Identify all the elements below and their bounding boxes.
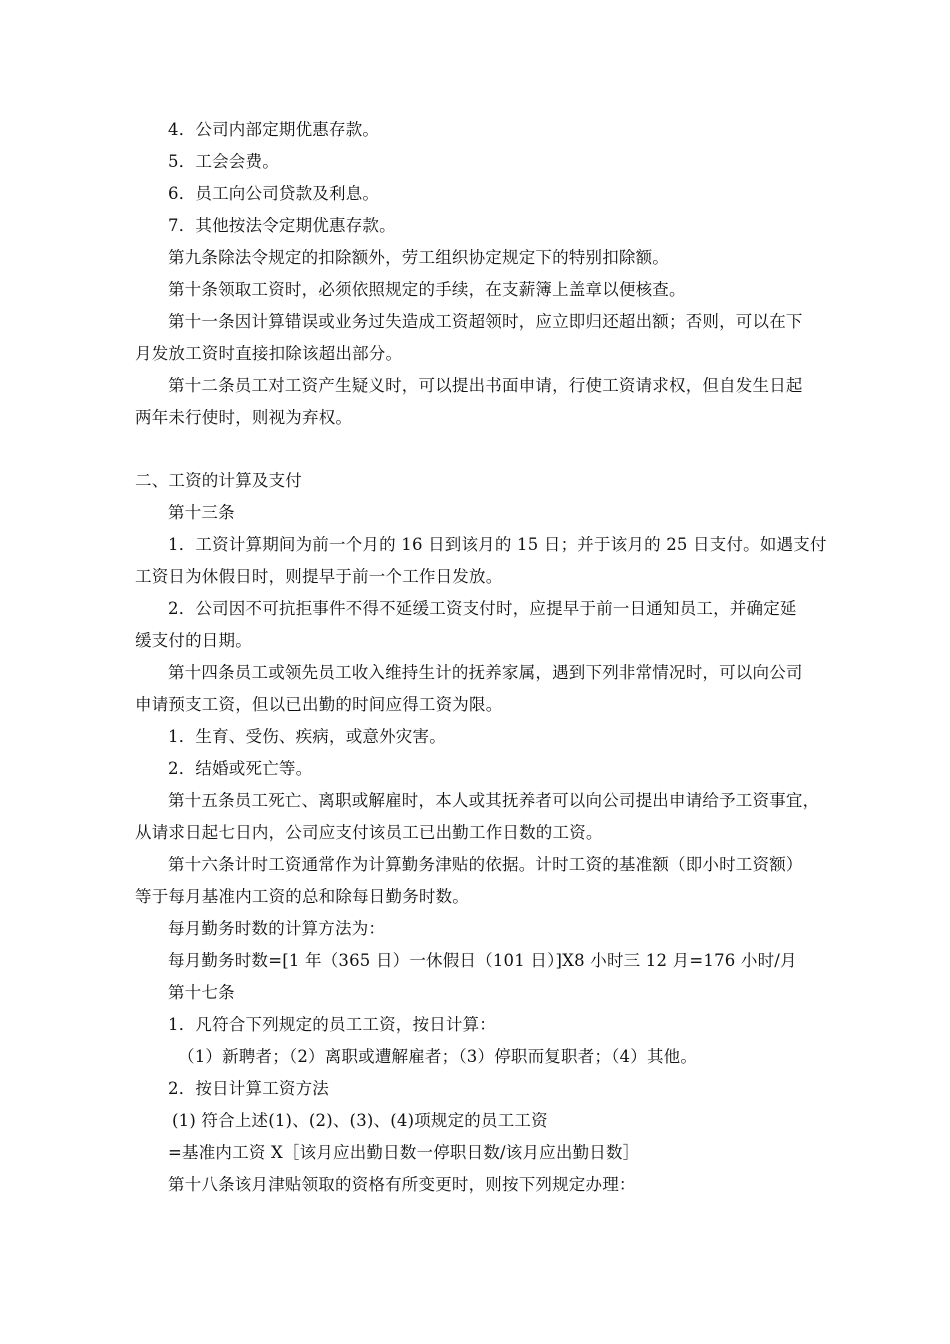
text-line: 缓支付的日期。 xyxy=(135,631,252,650)
text-line: 月发放工资时直接扣除该超出部分。 xyxy=(135,344,403,363)
text-line: 从请求日起七日内，公司应支付该员工已出勤工作日数的工资。 xyxy=(135,823,603,842)
text-line: 7．其他按法令定期优惠存款。 xyxy=(168,216,396,235)
text-line: 4．公司内部定期优惠存款。 xyxy=(168,120,380,139)
text-line: 第十二条员工对工资产生疑义时，可以提出书面申请，行使工资请求权，但自发生日起 xyxy=(168,376,803,395)
text-line: 申请预支工资，但以已出勤的时间应得工资为限。 xyxy=(135,695,503,714)
text-line: 第十八条该月津贴领取的资格有所变更时，则按下列规定办理： xyxy=(168,1175,636,1194)
text-line: 第十五条员工死亡、离职或解雇时，本人或其抚养者可以向公司提出申请给予工资事宜， xyxy=(168,791,820,810)
formula-line: =基准内工资 X［该月应出勤日数一停职日数/该月应出勤日数］ xyxy=(168,1143,640,1162)
text-line: 每月勤务时数的计算方法为： xyxy=(168,919,386,938)
text-line: 1．工资计算期间为前一个月的 16 日到该月的 15 日；并于该月的 25 日支付。如遇支付 xyxy=(168,535,827,554)
text-line: (1) 符合上述(1)、(2)、(3)、(4)项规定的员工工资 xyxy=(172,1111,548,1130)
text-line: 2．公司因不可抗拒事件不得不延缓工资支付时，应提早于前一日通知员工，并确定延 xyxy=(168,599,797,618)
text-line: 两年未行使时，则视为弃权。 xyxy=(135,408,353,427)
text-line: 第十一条因计算错误或业务过失造成工资超领时，应立即归还超出额；否则，可以在下 xyxy=(168,312,803,331)
article-heading: 第十七条 xyxy=(168,983,235,1002)
formula-line: 每月勤务时数=[1 年（365 日）一休假日（101 日）]X8 小时三 12 月=176 小时/月 xyxy=(168,951,797,970)
text-line: 第十六条计时工资通常作为计算勤务津贴的依据。计时工资的基准额（即小时工资额） xyxy=(168,855,803,874)
text-line: 6．员工向公司贷款及利息。 xyxy=(168,184,380,203)
text-line: 第十条领取工资时，必须依照规定的手续，在支薪簿上盖章以便核查。 xyxy=(168,280,686,299)
section-heading: 二、工资的计算及支付 xyxy=(135,471,302,490)
text-line: 2．结婚或死亡等。 xyxy=(168,759,313,778)
text-line: 1．生育、受伤、疾病，或意外灾害。 xyxy=(168,727,446,746)
text-line: 2．按日计算工资方法 xyxy=(168,1079,329,1098)
text-line: （1）新聘者；（2）离职或遭解雇者；（3）停职而复职者；（4）其他。 xyxy=(178,1047,698,1066)
article-heading: 第十三条 xyxy=(168,503,235,522)
text-line: 工资日为休假日时，则提早于前一个工作日发放。 xyxy=(135,567,503,586)
text-line: 1．凡符合下列规定的员工工资，按日计算： xyxy=(168,1015,496,1034)
text-line: 第十四条员工或领先员工收入维持生计的抚养家属，遇到下列非常情况时，可以向公司 xyxy=(168,663,803,682)
text-line: 等于每月基准内工资的总和除每日勤务时数。 xyxy=(135,887,469,906)
text-line: 5．工会会费。 xyxy=(168,152,279,171)
text-line: 第九条除法令规定的扣除额外，劳工组织协定规定下的特别扣除额。 xyxy=(168,248,669,267)
